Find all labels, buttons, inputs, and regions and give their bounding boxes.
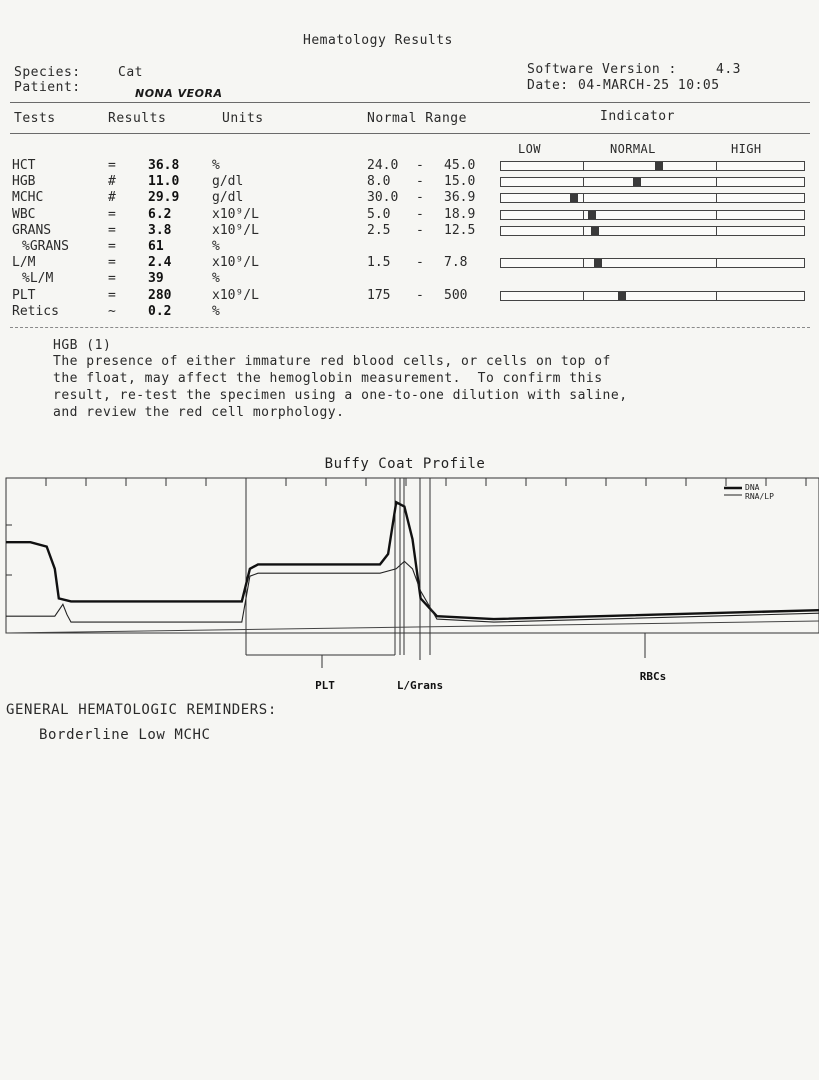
range-high: 18.9	[444, 206, 476, 222]
result-value: 11.0	[148, 174, 180, 190]
indicator-bar	[500, 177, 805, 187]
indicator-normal-label: NORMAL	[610, 142, 656, 156]
date-value: 04-MARCH-25 10:05	[578, 78, 720, 93]
range-low: 8.0	[367, 174, 391, 190]
range-dash: -	[416, 190, 424, 206]
range-low: 30.0	[367, 190, 399, 206]
result-value: 29.9	[148, 190, 180, 206]
indicator-marker	[655, 162, 663, 170]
result-unit: %	[212, 158, 220, 173]
range-high: 12.5	[444, 222, 476, 238]
indicator-bar-divider	[583, 161, 584, 171]
chart-title: Buffy Coat Profile	[324, 456, 486, 472]
indicator-marker	[570, 194, 578, 202]
test-name: WBC	[12, 206, 36, 222]
baseline	[6, 621, 819, 633]
range-high: 36.9	[444, 190, 476, 206]
result-unit: %	[212, 271, 220, 287]
patient-name-handwritten: NONA VEORA	[135, 87, 223, 100]
result-flag: =	[108, 287, 116, 303]
result-flag: =	[108, 206, 116, 222]
result-unit: g/dl	[212, 190, 244, 206]
range-high: 7.8	[444, 255, 468, 271]
indicator-high-label: HIGH	[731, 142, 762, 156]
test-name: HCT	[12, 158, 36, 173]
indicator-bar	[500, 193, 805, 203]
indicator-bar	[500, 161, 805, 171]
indicator-bar-divider	[716, 161, 717, 171]
chart-ticks	[6, 478, 806, 575]
indicator-marker	[588, 211, 596, 219]
software-version-value: 4.3	[716, 62, 741, 77]
l-grans-region-label: L/Grans	[396, 679, 444, 692]
test-name: L/M	[12, 255, 36, 271]
result-flag: ~	[108, 303, 116, 319]
col-tests: Tests	[14, 111, 56, 126]
result-value: 280	[148, 287, 172, 303]
range-dash: -	[416, 222, 424, 238]
result-value: 36.8	[148, 158, 180, 173]
test-name: %L/M	[22, 271, 54, 287]
indicator-bar-divider	[716, 226, 717, 236]
result-unit: g/dl	[212, 174, 244, 190]
note-heading: HGB (1)	[53, 338, 112, 353]
indicator-bar	[500, 258, 805, 268]
test-name: Retics	[12, 303, 59, 319]
note-line: The presence of either immature red blood cells, or cells on top of	[53, 354, 611, 369]
note-line: and review the red cell morphology.	[53, 405, 345, 420]
result-value: 0.2	[148, 303, 172, 319]
indicator-marker	[633, 178, 641, 186]
result-flag: =	[108, 255, 116, 271]
indicator-bar-divider	[583, 210, 584, 220]
results-bottom-rule	[10, 327, 810, 328]
col-results: Results	[108, 111, 167, 126]
range-high: 15.0	[444, 174, 476, 190]
result-unit: x10⁹/L	[212, 287, 259, 303]
patient-label: Patient:	[14, 80, 81, 95]
reminder-item: Borderline Low MCHC	[39, 727, 211, 743]
indicator-marker	[618, 292, 626, 300]
col-normal-range: Normal Range	[367, 111, 467, 126]
test-name: %GRANS	[22, 239, 69, 254]
column-header-rule	[10, 133, 810, 134]
result-unit: x10⁹/L	[212, 255, 259, 271]
date-label: Date:	[527, 78, 569, 93]
test-name: PLT	[12, 287, 36, 303]
note-line: result, re-test the specimen using a one-to-one dilution with saline,	[53, 388, 628, 403]
plot-frame	[6, 478, 819, 633]
range-low: 5.0	[367, 206, 391, 222]
result-unit: %	[212, 303, 220, 319]
result-flag: =	[108, 158, 116, 173]
result-value: 39	[148, 271, 164, 287]
rbcs-region-label: RBCs	[639, 670, 667, 683]
result-unit: x10⁹/L	[212, 206, 259, 222]
range-dash: -	[416, 206, 424, 222]
indicator-bar-divider	[583, 226, 584, 236]
result-unit: x10⁹/L	[212, 222, 259, 238]
indicator-bar-divider	[716, 193, 717, 203]
range-low: 2.5	[367, 222, 391, 238]
indicator-bar-divider	[716, 210, 717, 220]
test-name: HGB	[12, 174, 36, 190]
dna-series-line	[6, 502, 819, 619]
indicator-marker	[591, 227, 599, 235]
indicator-bar-divider	[716, 177, 717, 187]
report-title: Hematology Results	[303, 33, 453, 48]
indicator-bar-divider	[583, 177, 584, 187]
result-flag: #	[108, 190, 116, 206]
result-value: 2.4	[148, 255, 172, 271]
test-name: MCHC	[12, 190, 44, 206]
indicator-low-label: LOW	[518, 142, 541, 156]
header-rule	[10, 102, 810, 103]
range-dash: -	[416, 158, 424, 173]
indicator-bar	[500, 226, 805, 236]
species-value: Cat	[118, 65, 143, 80]
result-value: 3.8	[148, 222, 172, 238]
result-value: 61	[148, 239, 164, 254]
range-dash: -	[416, 174, 424, 190]
result-flag: #	[108, 174, 116, 190]
col-indicator: Indicator	[600, 109, 675, 124]
result-flag: =	[108, 271, 116, 287]
range-dash: -	[416, 255, 424, 271]
indicator-marker	[594, 259, 602, 267]
indicator-bar	[500, 210, 805, 220]
legend-dna-label: DNA	[745, 483, 760, 492]
indicator-bar-divider	[583, 193, 584, 203]
range-low: 24.0	[367, 158, 399, 173]
indicator-bar-divider	[716, 291, 717, 301]
indicator-bar-divider	[716, 258, 717, 268]
buffy-coat-chart	[0, 450, 819, 700]
indicator-bar	[500, 291, 805, 301]
plt-region-label: PLT	[315, 679, 335, 692]
reminders-heading: GENERAL HEMATOLOGIC REMINDERS:	[6, 702, 277, 718]
note-line: the float, may affect the hemoglobin measurement. To confirm this	[53, 371, 603, 386]
result-value: 6.2	[148, 206, 172, 222]
result-flag: =	[108, 222, 116, 238]
range-low: 175	[367, 287, 391, 303]
species-label: Species:	[14, 65, 81, 80]
indicator-bar-divider	[583, 258, 584, 268]
software-version-label: Software Version :	[527, 62, 677, 77]
legend-rna-label: RNA/LP	[745, 492, 774, 501]
test-name: GRANS	[12, 222, 52, 238]
result-flag: =	[108, 239, 116, 254]
result-unit: %	[212, 239, 220, 254]
range-low: 1.5	[367, 255, 391, 271]
indicator-bar-divider	[583, 291, 584, 301]
range-high: 45.0	[444, 158, 476, 173]
col-units: Units	[222, 111, 264, 126]
range-high: 500	[444, 287, 468, 303]
range-dash: -	[416, 287, 424, 303]
